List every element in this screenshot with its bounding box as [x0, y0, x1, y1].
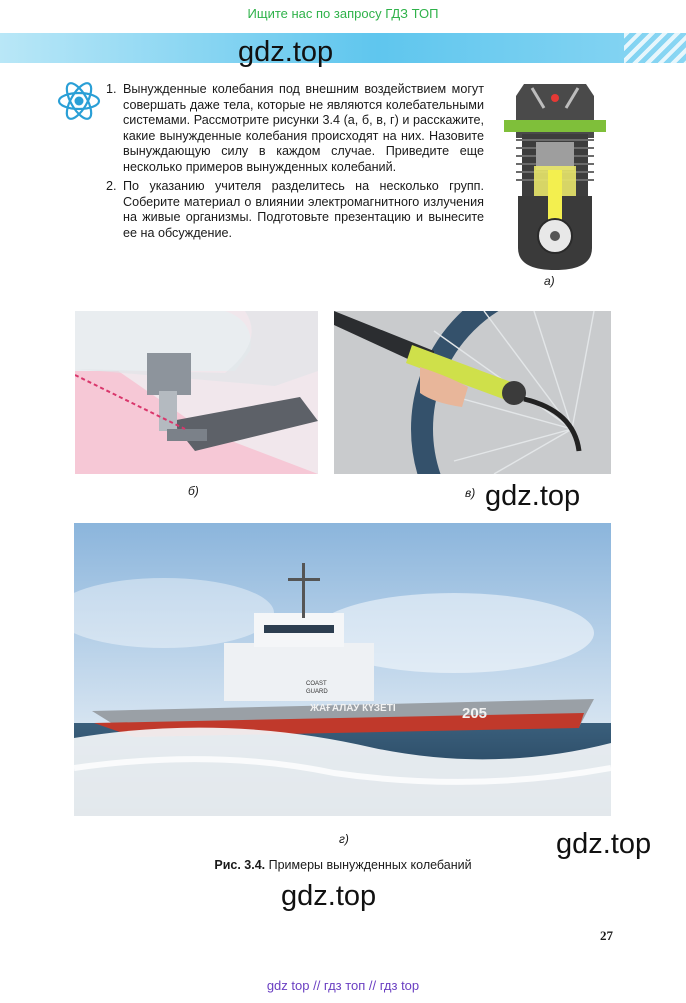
watermark-top: gdz.top — [238, 36, 334, 68]
engine-piston — [536, 142, 574, 170]
page-number: 27 — [600, 928, 613, 943]
figure-caption-text: Примеры вынужденных колебаний — [265, 858, 472, 872]
caption-g: г) — [339, 832, 349, 846]
task-2 — [106, 179, 484, 241]
task-1-text: Вынужденные колебания под внешним воздействием могут совершать даже тела, которые не являются колебательными системами. Рассмотрите рисунки 3.4 (а, б, в, г) и расскажите, какие вынужденные колебания происходят на них. Назовите вынуждающую силу в каждом случае. Приведите еще несколько примеров вынужденных колебаний. — [123, 82, 484, 174]
task-1-number: 1. — [106, 82, 117, 96]
figure-caption — [0, 858, 686, 872]
header-stripes — [624, 33, 686, 63]
engine-cross-section-image — [504, 78, 606, 272]
ship-superstructure — [224, 643, 374, 701]
task-2-text: По указанию учителя разделитесь на несколько групп. Соберите материал о влиянии электромагнитного излучения на живые организмы. Подготовьте презентацию и вынесите ее на обсуждение. — [123, 179, 484, 240]
atom-icon — [56, 78, 102, 124]
engine-connecting-rod — [548, 170, 562, 226]
engine-intake-pipe — [504, 120, 606, 132]
caption-v: в) — [465, 486, 476, 500]
ship-label-guard: GUARD — [306, 689, 328, 695]
watermark-right: gdz.top — [556, 828, 652, 860]
footer-links[interactable]: gdz top // гдз топ // гдз top — [266, 978, 420, 993]
sewing-machine-photo — [75, 311, 318, 474]
task-list — [106, 82, 484, 241]
caption-b: б) — [188, 484, 199, 498]
watermark-middle: gdz.top — [485, 480, 581, 512]
ship-hull-text: ЖАҒАЛАУ КҮЗЕТІ — [310, 703, 396, 714]
ship-label-coast: COAST — [306, 681, 327, 687]
caption-a: а) — [544, 274, 555, 288]
top-banner: Ищите нас по запросу ГДЗ ТОП — [247, 6, 439, 21]
ship-hull-number: 205 — [462, 705, 488, 722]
watermark-bottom: gdz.top — [281, 880, 377, 912]
bicycle-pump-photo — [334, 311, 611, 474]
header-band — [0, 33, 686, 63]
task-1 — [106, 82, 484, 175]
coast-guard-ship-photo — [74, 523, 611, 816]
figure-caption-label: Рис. 3.4. — [214, 858, 266, 872]
task-2-number: 2. — [106, 179, 117, 193]
